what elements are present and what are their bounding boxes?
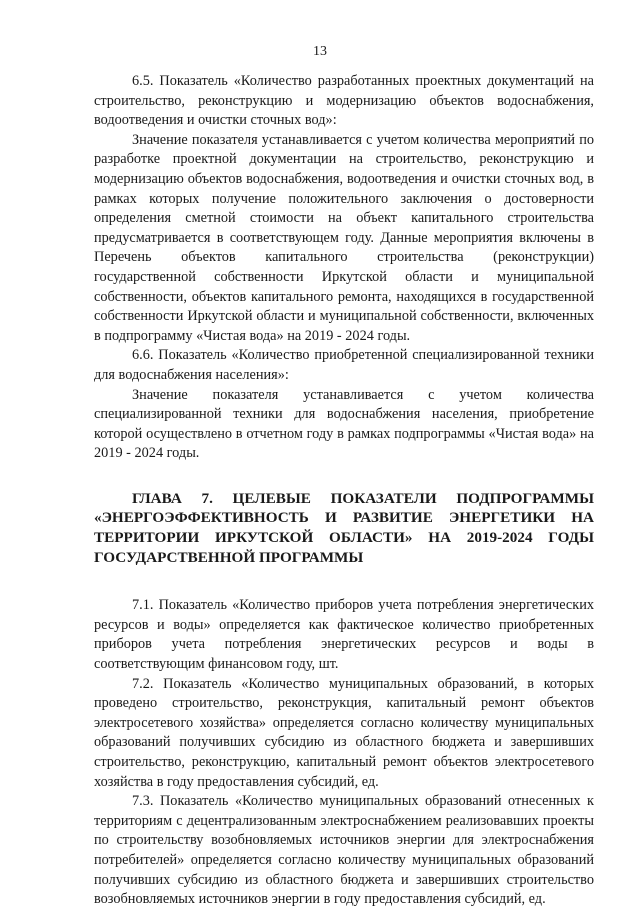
paragraph-7-3: 7.3. Показатель «Количество муниципальных образований отнесенных к территориям с децентрализованным электроснабжением реализовавших проекты по строительству возобновляемых источников энергии для электроснабжения потребителей» определяется согласно количеству муниципальных образований получивших субсидию из областного бюджета и завершивших строительство возобновляемых источников энергии в году предоставления субсидий, ед.: [94, 793, 594, 908]
paragraph-6-6-title: 6.6. Показатель «Количество приобретенной специализированной техники для водоснабжения населения»:: [94, 347, 594, 383]
chapter-7-heading: ГЛАВА 7. ЦЕЛЕВЫЕ ПОКАЗАТЕЛИ ПОДПРОГРАММЫ «ЭНЕРГОЭФФЕКТИВНОСТЬ И РАЗВИТИЕ ЭНЕРГЕТИКИ НА ТЕРРИТОРИИ ИРКУТСКОЙ ОБЛАСТИ» НА 2019-2024 ГОДЫ ГОСУДАРСТВЕННОЙ ПРОГРАММЫ: [94, 489, 594, 566]
paragraph-6-5-title: 6.5. Показатель «Количество разработанных проектных документаций на строительство, реконструкцию и модернизацию объектов водоснабжения, водоотведения и очистки сточных вод»:: [94, 73, 594, 129]
page-number: 13: [313, 44, 327, 59]
paragraph-6-6-body: Значение показателя устанавливается с учетом количества специализированной техники для водоснабжения населения, приобретение которой осуществлено в отчетном году в рамках подпрограммы «Чистая вода» на 2019 - 2024 годы.: [94, 386, 594, 462]
paragraph-7-1: 7.1. Показатель «Количество приборов учета потребления энергетических ресурсов и воды» определяется как фактическое количество приобретенных приборов учета потребления энергетических ресурсов и воды в соответствующим финансовом году, шт.: [94, 597, 594, 673]
paragraph-6-5-body: Значение показателя устанавливается с учетом количества мероприятий по разработке проектной документации на строительство, реконструкцию и модернизацию объектов водоснабжения, водоотведения и очистки сточных вод, в рамках которых получение положительного заключения о достоверности определения сметной стоимости на объект капитального строительства предусматривается в соответствующем году. Данные мероприятия включены в Перечень объектов капитального строительства (реконструкции) государственной собственности Иркутской области и муниципальной собственности, объектов капитального ремонта, находящихся в государственной собственности Иркутской области и муниципальной собственности, включенных в подпрограмму «Чистая вода» на 2019 - 2024 годы.: [94, 131, 594, 344]
document-body: [94, 72, 594, 910]
paragraph-7-2: 7.2. Показатель «Количество муниципальных образований, в которых проведено строительство, реконструкция, капитальный ремонт объектов электросетевого хозяйства» определяется согласно количеству муниципальных образований получивших субсидию из областного бюджета и завершивших строительство, реконструкцию, капитальный ремонт объектов электросетевого хозяйства в году предоставления субсидий, ед.: [94, 675, 594, 790]
